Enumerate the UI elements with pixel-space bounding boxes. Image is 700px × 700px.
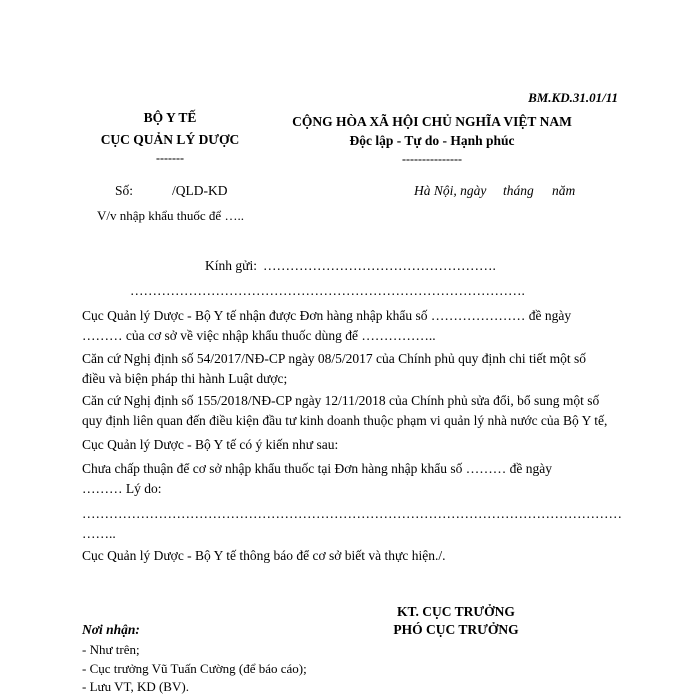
issuer-department: CỤC QUẢN LÝ DƯỢC [100, 132, 240, 147]
date-month: tháng [503, 183, 534, 198]
recipient-line-1: ……………………………………………. [263, 258, 496, 273]
paragraph-basis-54 [82, 349, 622, 389]
recipients-item: - Như trên; [82, 642, 140, 657]
national-motto: Độc lập - Tự do - Hạnh phúc [349, 133, 515, 148]
paragraph-line: ………………………………………………………………………………………………………… [82, 506, 622, 521]
paragraph-line: ……… của cơ sở về việc nhập khẩu thuốc dùng để …………….. [82, 328, 436, 343]
signature-title-2: PHÓ CỤC TRƯỞNG [393, 622, 519, 637]
paragraph-opinion [82, 435, 622, 455]
paragraph-line: Cục Quản lý Dược - Bộ Y tế thông báo để cơ sở biết và thực hiện./. [82, 548, 446, 563]
issuer-divider: ------- [156, 151, 184, 165]
national-divider: --------------- [402, 152, 462, 166]
national-title: CỘNG HÒA XÃ HỘI CHỦ NGHĨA VIỆT NAM [292, 114, 572, 129]
paragraph-line: ……… Lý do: [82, 481, 162, 496]
form-code: BM.KD.31.01/11 [528, 90, 618, 105]
paragraph-line: điều và biện pháp thi hành Luật dược; [82, 371, 288, 386]
paragraph-closing [82, 546, 622, 566]
paragraph-line: Căn cứ Nghị định số 54/2017/NĐ-CP ngày 08/5/2017 của Chính phủ quy định chi tiết một số [82, 351, 587, 366]
recipients-item: - Cục trưởng Vũ Tuấn Cường (để báo cáo); [82, 661, 307, 676]
paragraph-line: …….. [82, 526, 116, 541]
recipient-label: Kính gửi: [205, 258, 257, 273]
date-place: Hà Nội, ngày [414, 183, 487, 198]
paragraph-line: Cục Quản lý Dược - Bộ Y tế nhận được Đơn hàng nhập khẩu số ………………… đề ngày [82, 308, 572, 323]
paragraph-line: Cục Quản lý Dược - Bộ Y tế có ý kiến như sau: [82, 437, 339, 452]
date-year: năm [552, 183, 576, 198]
paragraph-request [82, 306, 622, 346]
recipients-item: - Lưu VT, KD (BV). [82, 679, 189, 694]
paragraph-line: quy định liên quan đến điều kiện đầu tư kinh doanh thuộc phạm vi quản lý nhà nước của Bộ Y tế, [82, 413, 608, 428]
paragraph-basis-155 [82, 391, 622, 431]
signature-title-1: KT. CỤC TRƯỞNG [397, 604, 515, 619]
doc-number-suffix: /QLD-KD [172, 183, 228, 198]
paragraph-line: Căn cứ Nghị định số 155/2018/NĐ-CP ngày 12/11/2018 của Chính phủ sửa đổi, bổ sung một số [82, 393, 600, 408]
recipients-title: Nơi nhận: [82, 622, 140, 637]
paragraph-reason-dots [82, 504, 622, 544]
recipient-line-2: ……………………………………………………………………………. [130, 283, 525, 298]
paragraph-rejection [82, 459, 622, 499]
issuer-ministry: BỘ Y TẾ [143, 110, 197, 125]
paragraph-line: Chưa chấp thuận để cơ sở nhập khẩu thuốc tại Đơn hàng nhập khẩu số ……… đề ngày [82, 461, 553, 476]
doc-number-label: Số: [115, 183, 134, 198]
subject-line: V/v nhập khẩu thuốc để ….. [97, 208, 244, 223]
